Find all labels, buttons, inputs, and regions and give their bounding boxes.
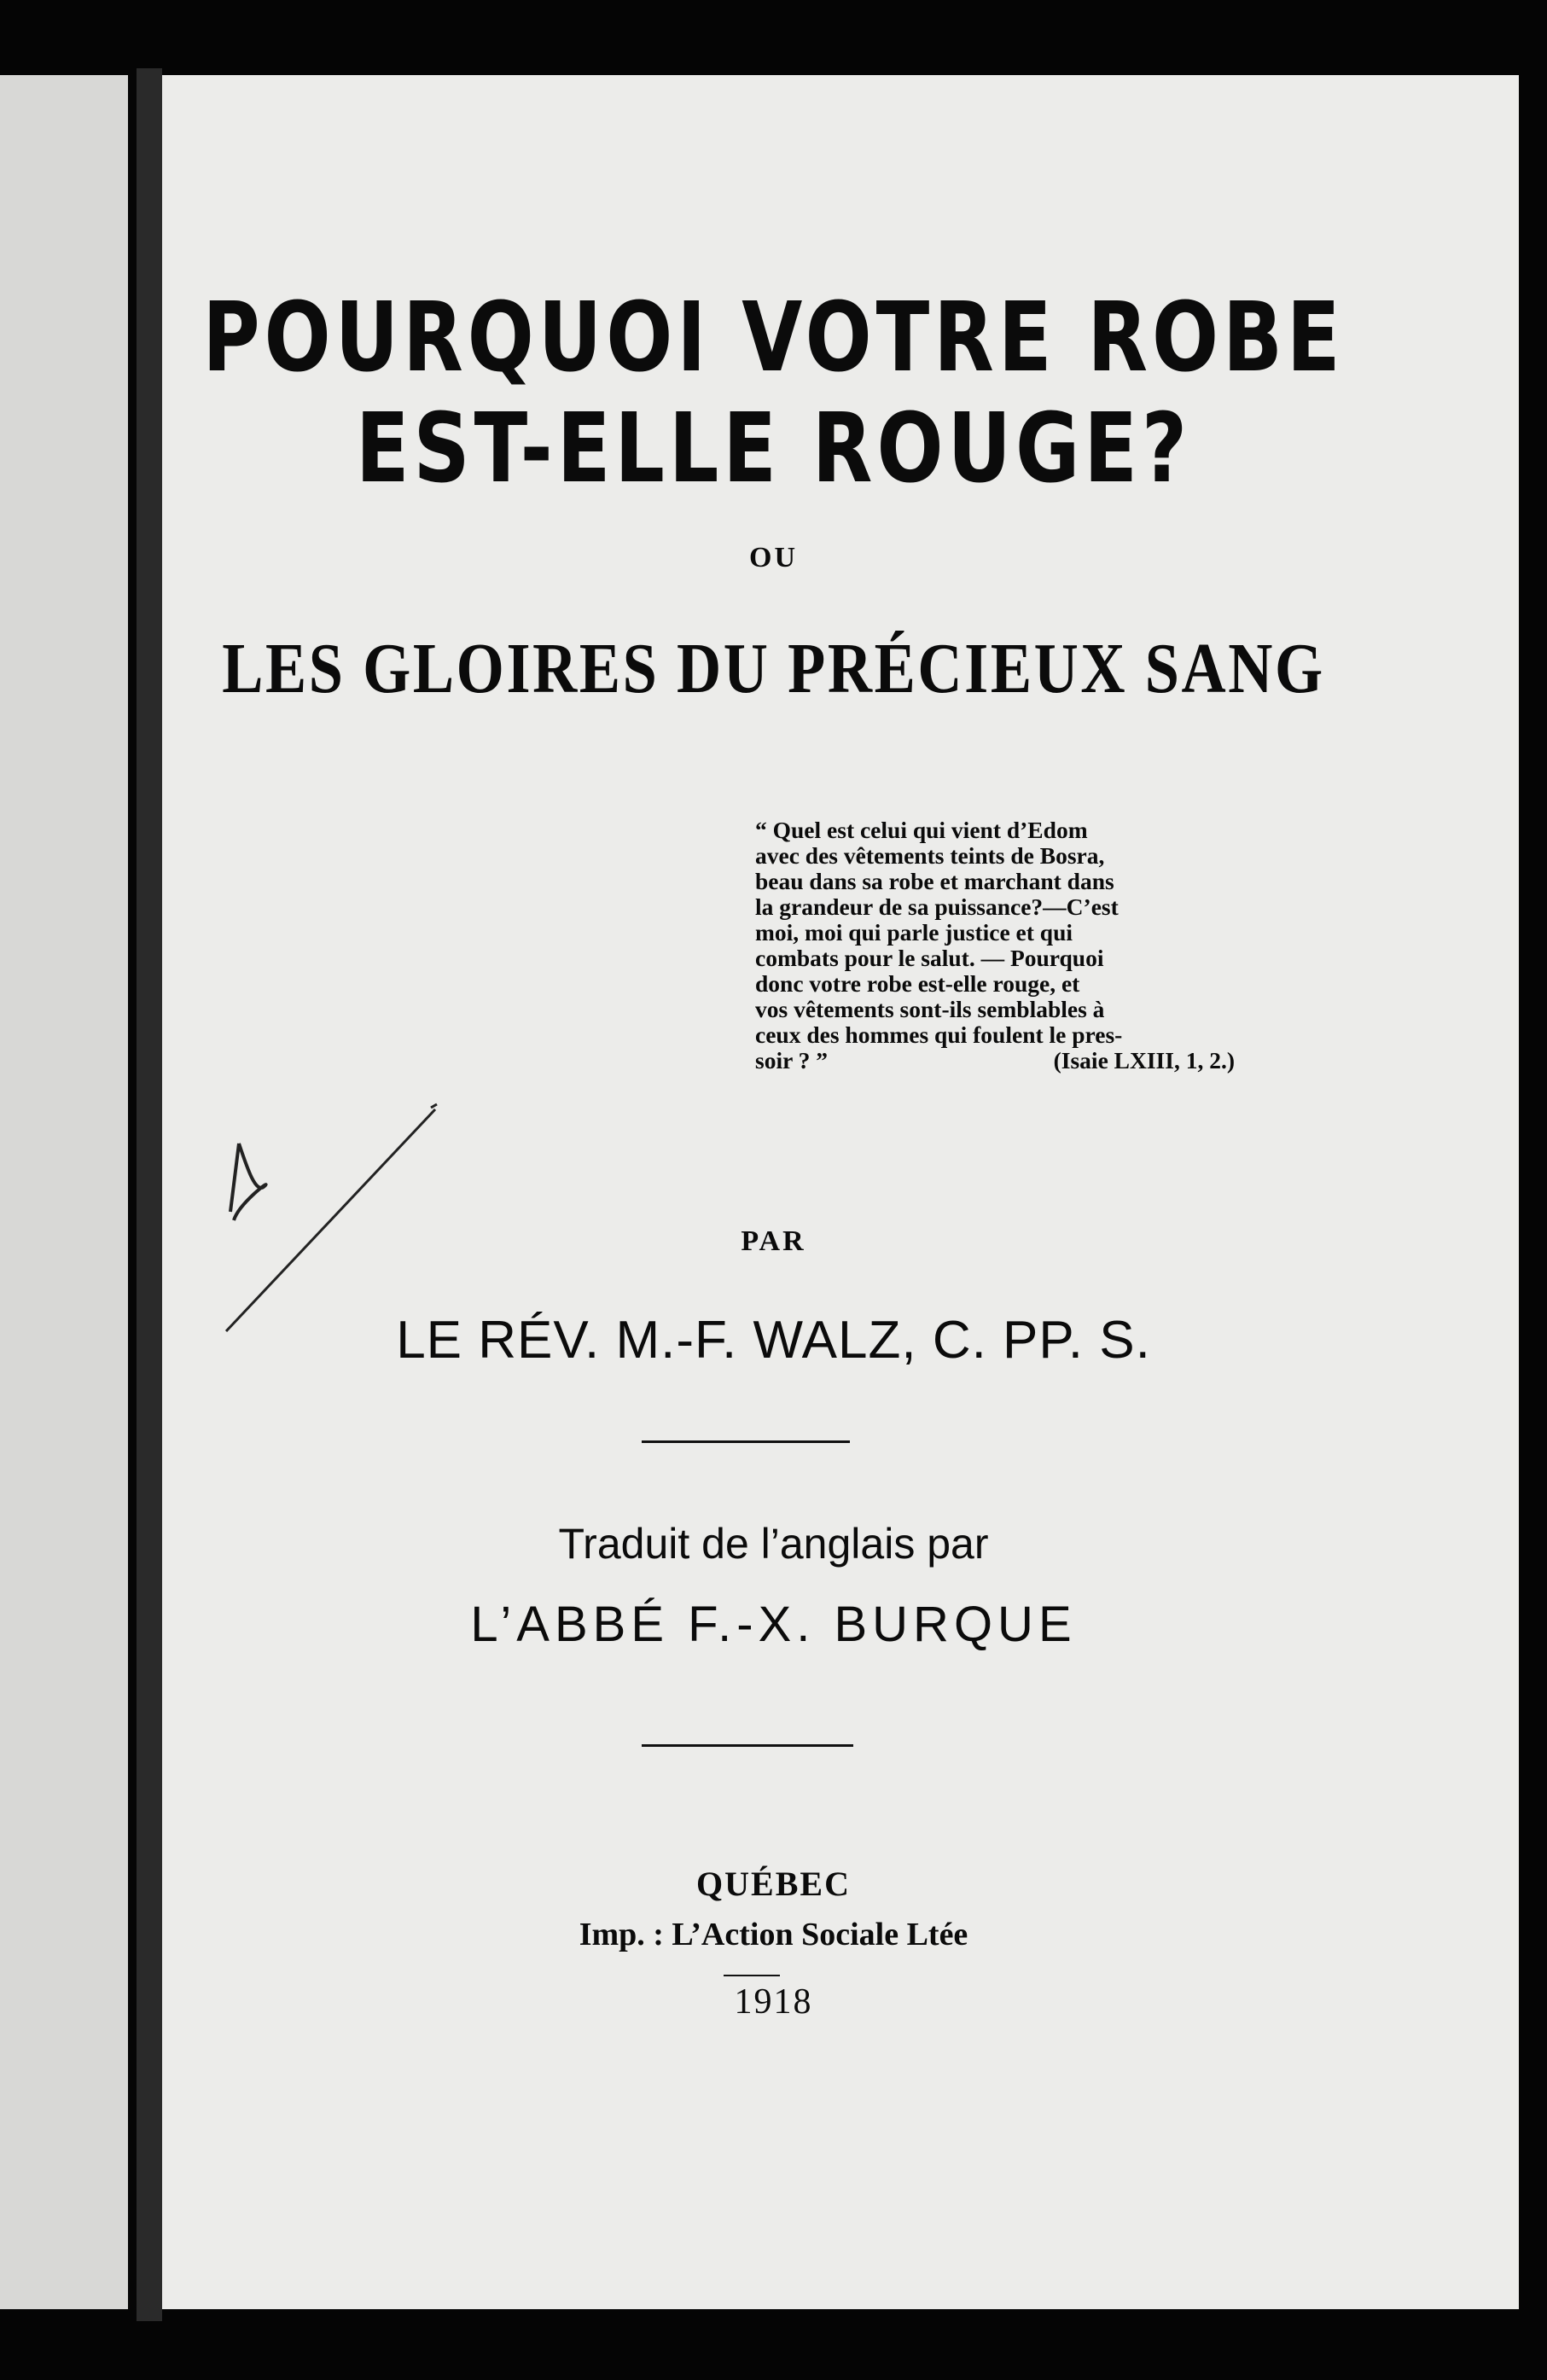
pencil-mark-icon (213, 1092, 461, 1348)
epigraph-citation: (Isaie LXIII, 1, 2.) (1053, 1047, 1235, 1074)
imprint-city: QUÉBEC (696, 1865, 851, 1903)
epigraph-line: combats pour le salut. — Pourquoi (755, 945, 1104, 971)
imprint-printer: Imp. : L’Action Sociale Ltée (579, 1917, 968, 1952)
epigraph-citation-row (755, 1048, 1235, 1074)
epigraph-line: “ Quel est celui qui vient d’Edom (755, 817, 1088, 843)
imprint-year: 1918 (734, 1982, 813, 2022)
epigraph-line: la grandeur de sa puissance?—C’est (755, 893, 1119, 920)
connector-ou: OU (749, 542, 798, 573)
title-line-1: POURQUOI VOTRE ROBE (202, 282, 1345, 393)
previous-page-edge (0, 75, 128, 2309)
divider-rule (642, 1744, 853, 1747)
epigraph-line: ceux des hommes qui foulent le pres- (755, 1021, 1123, 1048)
epigraph-line: moi, moi qui parle justice et qui (755, 919, 1073, 946)
epigraph-last-line: soir ? ” (755, 1047, 829, 1074)
epigraph-line: donc votre robe est-elle rouge, et (755, 970, 1080, 997)
translated-by-label: Traduit de l’anglais par (558, 1520, 989, 1568)
epigraph-line: beau dans sa robe et marchant dans (755, 868, 1114, 894)
translator: L’ABBÉ F.-X. BURQUE (470, 1597, 1077, 1652)
divider-rule (724, 1975, 780, 1976)
author: LE RÉV. M.-F. WALZ, C. PP. S. (396, 1311, 1151, 1370)
divider-rule (642, 1440, 850, 1443)
epigraph (755, 818, 1235, 1074)
epigraph-line: avec des vêtements teints de Bosra, (755, 842, 1105, 869)
epigraph-line: vos vêtements sont-ils semblables à (755, 996, 1105, 1022)
subtitle: LES GLOIRES DU PRÉCIEUX SANG (222, 629, 1325, 708)
title-line-2: EST-ELLE ROUGE? (355, 393, 1192, 504)
by-label: PAR (741, 1225, 806, 1257)
